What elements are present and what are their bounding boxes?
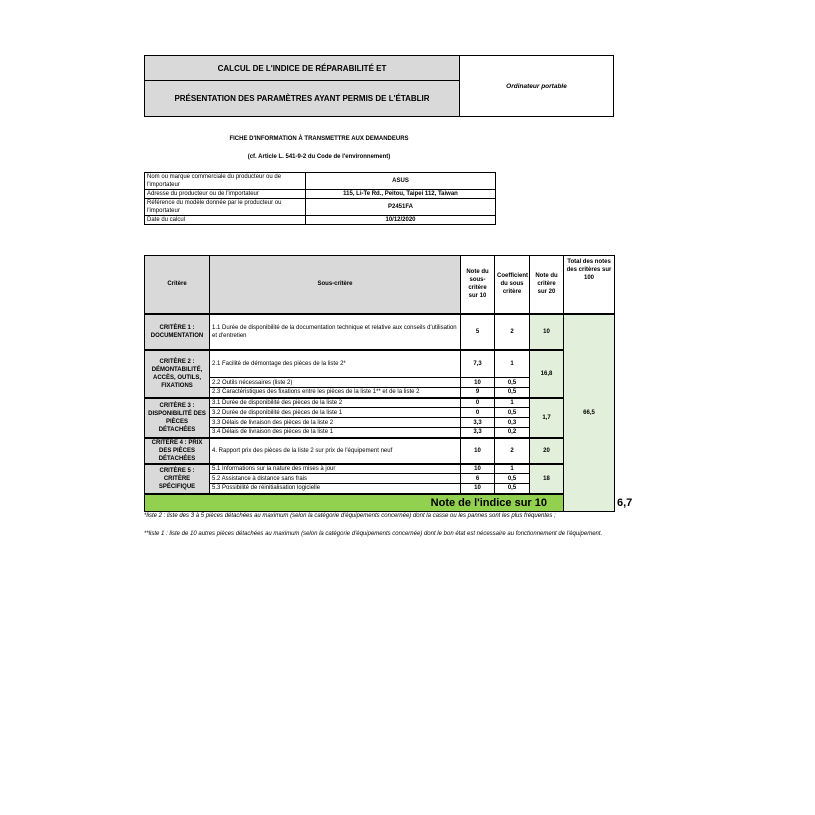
sub-criterion: 3.1 Durée de disponibilité des pièces de la liste 2 bbox=[210, 398, 461, 408]
sub-score: 5 bbox=[461, 314, 495, 350]
sub-coef: 0,5 bbox=[495, 408, 530, 418]
sub-coef: 0,2 bbox=[495, 428, 530, 438]
info-value: P2451FA bbox=[306, 199, 496, 216]
criterion-score: 20 bbox=[530, 438, 564, 464]
info-label: Référence du modèle donnée par le producteur ou l'importateur bbox=[145, 199, 306, 216]
sub-score: 10 bbox=[461, 438, 495, 464]
final-row: Note de l'indice sur 10 6,7 bbox=[145, 494, 615, 512]
header-row bbox=[145, 256, 615, 314]
sub-criterion: 2.2 Outils nécessaires (liste 2) bbox=[210, 378, 461, 388]
criterion-score: 18 bbox=[530, 464, 564, 494]
notice-title: FICHE D'INFORMATION À TRANSMETTRE AUX DEMANDEURS bbox=[229, 136, 409, 142]
criterion-score: 16,8 bbox=[530, 350, 564, 398]
sub-criterion: 3.2 Durée de disponibilité des pièces de la liste 1 bbox=[210, 408, 461, 418]
scoring-table bbox=[144, 255, 633, 512]
col-header-total: Total des notes des critères sur 100 bbox=[564, 256, 615, 314]
sub-criterion: 2.3 Caractéristiques des fixations entre les pièces de la liste 1** et de la liste 2 bbox=[210, 388, 461, 398]
table-row bbox=[145, 464, 615, 474]
criterion-name: CRITÈRE 3 : DISPONIBILITÉ DES PIÈCES DÉTACHÉES bbox=[145, 398, 210, 438]
col-header-note-crit: Note du critère sur 20 bbox=[530, 256, 564, 314]
info-row bbox=[145, 190, 496, 199]
table-row bbox=[145, 398, 615, 408]
info-row bbox=[145, 199, 496, 216]
footnote-list2: *liste 2 : liste des 3 à 5 pièces détachées au maximum (selon la catégorie d'équipements concernée) dont la casse ou les pannes sont les plus fréquentes ; bbox=[144, 513, 556, 519]
sub-score: 0 bbox=[461, 398, 495, 408]
info-label: Adresse du producteur ou de l'importateur bbox=[145, 190, 306, 199]
notice-reference: (cf. Article L. 541-9-2 du Code de l'environnement) bbox=[247, 154, 391, 160]
title-line-2: PRÉSENTATION DES PARAMÈTRES AYANT PERMIS DE L'ÉTABLIR bbox=[145, 81, 460, 116]
table-row bbox=[145, 350, 615, 378]
product-type: Ordinateur portable bbox=[506, 82, 567, 90]
sub-coef: 1 bbox=[495, 464, 530, 474]
footnote-list1: **liste 1 : liste de 10 autres pièces détachées au maximum (selon la catégorie d'équipements concernée) dont le bon état est nécessaire au fonctionnement de l'équipement. bbox=[144, 531, 603, 537]
sub-coef: 0,3 bbox=[495, 418, 530, 428]
table-row bbox=[145, 314, 615, 350]
sub-criterion: 3.4 Délais de livraison des pièces de la liste 1 bbox=[210, 428, 461, 438]
criterion-score: 1,7 bbox=[530, 398, 564, 438]
sub-coef: 1 bbox=[495, 398, 530, 408]
total-score: 66,5 bbox=[564, 314, 615, 512]
criterion-name: CRITÈRE 4 : PRIX DES PIÈCES DÉTACHÉES bbox=[145, 438, 210, 464]
info-value: 10/12/2020 bbox=[306, 216, 496, 225]
sub-score: 3,3 bbox=[461, 428, 495, 438]
sub-coef: 0,5 bbox=[495, 388, 530, 398]
col-header-note-sous: Note du sous-critère sur 10 bbox=[461, 256, 495, 314]
sub-score: 7,3 bbox=[461, 350, 495, 378]
criterion-name: CRITÈRE 5 : CRITÈRE SPÉCIFIQUE bbox=[145, 464, 210, 494]
title-block bbox=[144, 55, 614, 117]
table-row bbox=[145, 438, 615, 464]
sub-score: 6 bbox=[461, 474, 495, 484]
sub-criterion: 2.1 Facilité de démontage des pièces de la liste 2* bbox=[210, 350, 461, 378]
sub-score: 10 bbox=[461, 378, 495, 388]
col-header-critere: Critère bbox=[145, 256, 210, 314]
sub-coef: 0,5 bbox=[495, 378, 530, 388]
title-line-1: CALCUL DE L'INDICE DE RÉPARABILITÉ ET bbox=[145, 56, 460, 81]
info-value: 115, Li-Te Rd., Peitou, Taipei 112, Taiwan bbox=[306, 190, 496, 199]
final-score-label: Note de l'indice sur 10 bbox=[145, 494, 564, 512]
sub-coef: 1 bbox=[495, 350, 530, 378]
sub-coef: 0,5 bbox=[495, 474, 530, 484]
info-row bbox=[145, 173, 496, 190]
sub-coef: 2 bbox=[495, 438, 530, 464]
criterion-score: 10 bbox=[530, 314, 564, 350]
info-value: ASUS bbox=[306, 173, 496, 190]
sub-score: 0 bbox=[461, 408, 495, 418]
col-header-coef: Coefficient du sous critère bbox=[495, 256, 530, 314]
sub-score: 10 bbox=[461, 484, 495, 494]
col-header-sous-critere: Sous-critère bbox=[210, 256, 461, 314]
sub-criterion: 5.2 Assistance à distance sans frais bbox=[210, 474, 461, 484]
sub-criterion: 4. Rapport prix des pièces de la liste 2 sur prix de l'équipement neuf bbox=[210, 438, 461, 464]
info-label: Nom ou marque commerciale du producteur ou de l'importateur bbox=[145, 173, 306, 190]
sub-score: 9 bbox=[461, 388, 495, 398]
sub-criterion: 5.3 Possibilité de réinitialisation logicielle bbox=[210, 484, 461, 494]
criterion-name: CRITÈRE 2 : DÉMONTABILITÉ, ACCÈS, OUTILS, FIXATIONS bbox=[145, 350, 210, 398]
info-label: Date du calcul bbox=[145, 216, 306, 225]
info-row bbox=[145, 216, 496, 225]
sub-coef: 2 bbox=[495, 314, 530, 350]
sub-score: 3,3 bbox=[461, 418, 495, 428]
criterion-name: CRITÈRE 1 : DOCUMENTATION bbox=[145, 314, 210, 350]
sub-criterion: 3.3 Délais de livraison des pièces de la liste 2 bbox=[210, 418, 461, 428]
sub-coef: 0,5 bbox=[495, 484, 530, 494]
info-table bbox=[144, 172, 496, 225]
sub-score: 10 bbox=[461, 464, 495, 474]
sub-criterion: 5.1 Informations sur la nature des mises à jour bbox=[210, 464, 461, 474]
sub-criterion: 1.1 Durée de disponibilité de la documentation technique et relative aux conseils d'utilisation et d'entretien bbox=[210, 314, 461, 350]
